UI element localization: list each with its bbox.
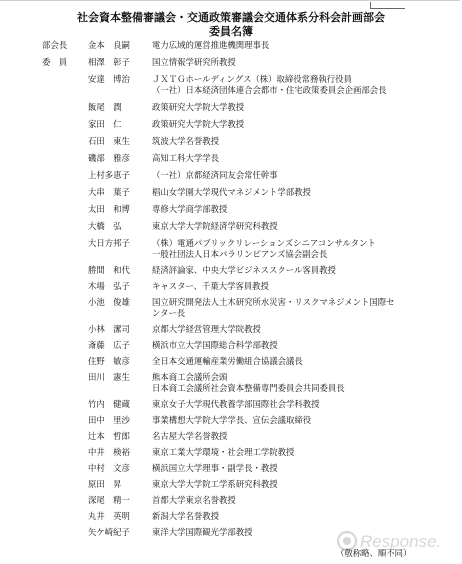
- affiliation-line: 筑波大学名誉教授: [152, 136, 219, 146]
- member-name: 中井 検裕: [88, 447, 130, 457]
- member-row: [42, 431, 452, 442]
- member-affiliation: [152, 187, 452, 198]
- member-affiliation: [152, 204, 452, 215]
- member-row: [42, 40, 452, 51]
- member-row: [42, 495, 452, 506]
- member-name: 深尾 精一: [88, 495, 130, 505]
- affiliation-line: 熊本商工会議所会頭: [152, 372, 228, 382]
- member-name: 上村多恵子: [88, 170, 130, 180]
- member-name: 飯尾 潤: [88, 102, 122, 112]
- member-row: [42, 297, 452, 319]
- affiliation-line: （一社）京都経済同友会常任幹事: [152, 170, 278, 180]
- member-name: 安達 博治: [88, 74, 130, 84]
- member-name: 小池 俊雄: [88, 297, 130, 307]
- member-affiliation: [152, 74, 452, 96]
- member-affiliation: [152, 119, 452, 130]
- member-role: 部会長: [42, 40, 68, 50]
- member-row: [42, 447, 452, 458]
- member-row: [42, 187, 452, 198]
- member-name: 矢ケ崎紀子: [88, 527, 130, 537]
- member-row: [42, 340, 452, 351]
- member-affiliation: [152, 136, 452, 147]
- footnote: （敬称略、順不同）: [336, 548, 412, 558]
- member-row: [42, 153, 452, 164]
- affiliation-line: 全日本交通運輸産業労働組合協議会議長: [152, 356, 303, 366]
- affiliation-line: ＪＸＴＧホールディングス（株）取締役常務執行役員: [152, 74, 352, 84]
- member-name: 住野 敏彦: [88, 356, 130, 366]
- affiliation-line: 東京工業大学環境・社会理工学院教授: [152, 447, 295, 457]
- member-role: 委 員: [42, 57, 68, 67]
- member-row: [42, 170, 452, 181]
- affiliation-line: 専修大学商学部教授: [152, 204, 228, 214]
- member-name: 家田 仁: [88, 119, 122, 129]
- member-row: [42, 463, 452, 474]
- member-row: [42, 372, 452, 394]
- member-affiliation: [152, 297, 452, 319]
- affiliation-line: 一般社団法人日本パラリンピアンズ協会副会長: [152, 249, 328, 259]
- member-name: 辻本 哲郎: [88, 431, 130, 441]
- member-name: 丸井 英明: [88, 511, 130, 521]
- member-affiliation: [152, 511, 452, 522]
- member-affiliation: [152, 170, 452, 181]
- member-name: 竹内 健蔵: [88, 399, 130, 409]
- member-row: [42, 399, 452, 410]
- member-name: 斎藤 広子: [88, 340, 130, 350]
- member-name: 大日方邦子: [88, 238, 130, 248]
- member-row: [42, 204, 452, 215]
- affiliation-line: 東洋大学国際観光学部教授: [152, 527, 253, 537]
- member-affiliation: [152, 324, 452, 335]
- member-affiliation: [152, 495, 452, 506]
- document-subtitle: 委員名簿: [209, 25, 253, 38]
- member-name: 大橋 弘: [88, 221, 122, 231]
- member-name: 金本 良嗣: [88, 40, 130, 50]
- member-row: [42, 281, 452, 292]
- member-name: 勝間 和代: [88, 265, 130, 275]
- member-row: [42, 119, 452, 130]
- affiliation-line: 名古屋大学名誉教授: [152, 431, 228, 441]
- member-affiliation: [152, 447, 452, 458]
- member-affiliation: [152, 356, 452, 367]
- member-affiliation: [152, 340, 452, 351]
- affiliation-line: 横浜市立大学国際総合科学部教授: [152, 340, 278, 350]
- member-name: 田川 憲生: [88, 372, 130, 382]
- affiliation-line: 新潟大学名誉教授: [152, 511, 219, 521]
- member-row: [42, 238, 452, 260]
- affiliation-line: 国立研究開発法人土木研究所水災害・リスクマネジメント国際セ: [152, 297, 395, 307]
- member-affiliation: [152, 415, 452, 426]
- affiliation-line: 政策研究大学院大学教授: [152, 102, 245, 112]
- member-affiliation: [152, 431, 452, 442]
- member-name: 中村 文彦: [88, 463, 130, 473]
- member-row: [42, 265, 452, 276]
- affiliation-line: 電力広域的運営推進機関理事長: [152, 40, 270, 50]
- member-row: [42, 102, 452, 113]
- member-affiliation: [152, 102, 452, 113]
- member-row: [42, 415, 452, 426]
- member-row: [42, 136, 452, 147]
- member-affiliation: [152, 265, 452, 276]
- affiliation-line: 東京大学大学院経済学研究科教授: [152, 221, 278, 231]
- member-affiliation: [152, 40, 452, 51]
- member-affiliation: [152, 153, 452, 164]
- affiliation-line: 事業構想大学院大学学長、宣伝会議取締役: [152, 415, 312, 425]
- member-affiliation: [152, 221, 452, 232]
- document-title: 社会資本整備審議会・交通政策審議会交通体系分科会計画部会: [77, 11, 385, 24]
- affiliation-line: 高知工科大学学長: [152, 153, 219, 163]
- member-row: [42, 356, 452, 367]
- member-name: 石田 東生: [88, 136, 130, 146]
- member-name: 原田 昇: [88, 479, 122, 489]
- affiliation-line: 経済評論家、中央大学ビジネススクール客員教授: [152, 265, 336, 275]
- member-affiliation: [152, 281, 452, 292]
- page-top-border: [0, 0, 460, 1]
- affiliation-line: （一社）日本経済団体連合会都市・住宅政策委員会企画部会長: [152, 85, 387, 95]
- member-affiliation: [152, 399, 452, 410]
- affiliation-line: 京都大学経営管理大学院教授: [152, 324, 261, 334]
- member-affiliation: [152, 57, 452, 68]
- affiliation-line: 東京大学大学院工学系研究科教授: [152, 479, 278, 489]
- member-row: [42, 511, 452, 522]
- member-row: [42, 479, 452, 490]
- affiliation-line: キャスター、千葉大学客員教授: [152, 281, 269, 291]
- member-name: 田中 里沙: [88, 415, 130, 425]
- member-name: 相澤 彰子: [88, 57, 130, 67]
- affiliation-line: 横浜国立大学理事・副学長・教授: [152, 463, 278, 473]
- member-affiliation: [152, 479, 452, 490]
- affiliation-line: ンター長: [152, 308, 186, 318]
- member-row: [42, 221, 452, 232]
- affiliation-line: 政策研究大学院大学教授: [152, 119, 245, 129]
- member-name: 木場 弘子: [88, 281, 130, 291]
- affiliation-line: 東京女子大学現代教養学部国際社会学科教授: [152, 399, 320, 409]
- member-name: 太田 和博: [88, 204, 130, 214]
- member-row: [42, 57, 452, 68]
- affiliation-line: 日本商工会議所社会資本整備専門委員会共同委員長: [152, 383, 345, 393]
- member-affiliation: [152, 238, 452, 260]
- watermark-text: Response.: [360, 532, 442, 551]
- affiliation-line: 首都大学東京名誉教授: [152, 495, 236, 505]
- member-row: [42, 324, 452, 335]
- member-affiliation: [152, 372, 452, 394]
- member-name: 磯部 雅彦: [88, 153, 130, 163]
- affiliation-line: 国立情報学研究所教授: [152, 57, 236, 67]
- member-name: 大串 葉子: [88, 187, 130, 197]
- affiliation-line: 椙山女学園大学現代マネジメント学部教授: [152, 187, 311, 197]
- corner-mark: [370, 2, 405, 9]
- member-row: [42, 74, 452, 96]
- member-roster: [42, 40, 452, 538]
- affiliation-line: （株）電通パブリックリレーションズシニアコンサルタント: [152, 238, 376, 248]
- member-name: 小林 潔司: [88, 324, 130, 334]
- member-affiliation: [152, 463, 452, 474]
